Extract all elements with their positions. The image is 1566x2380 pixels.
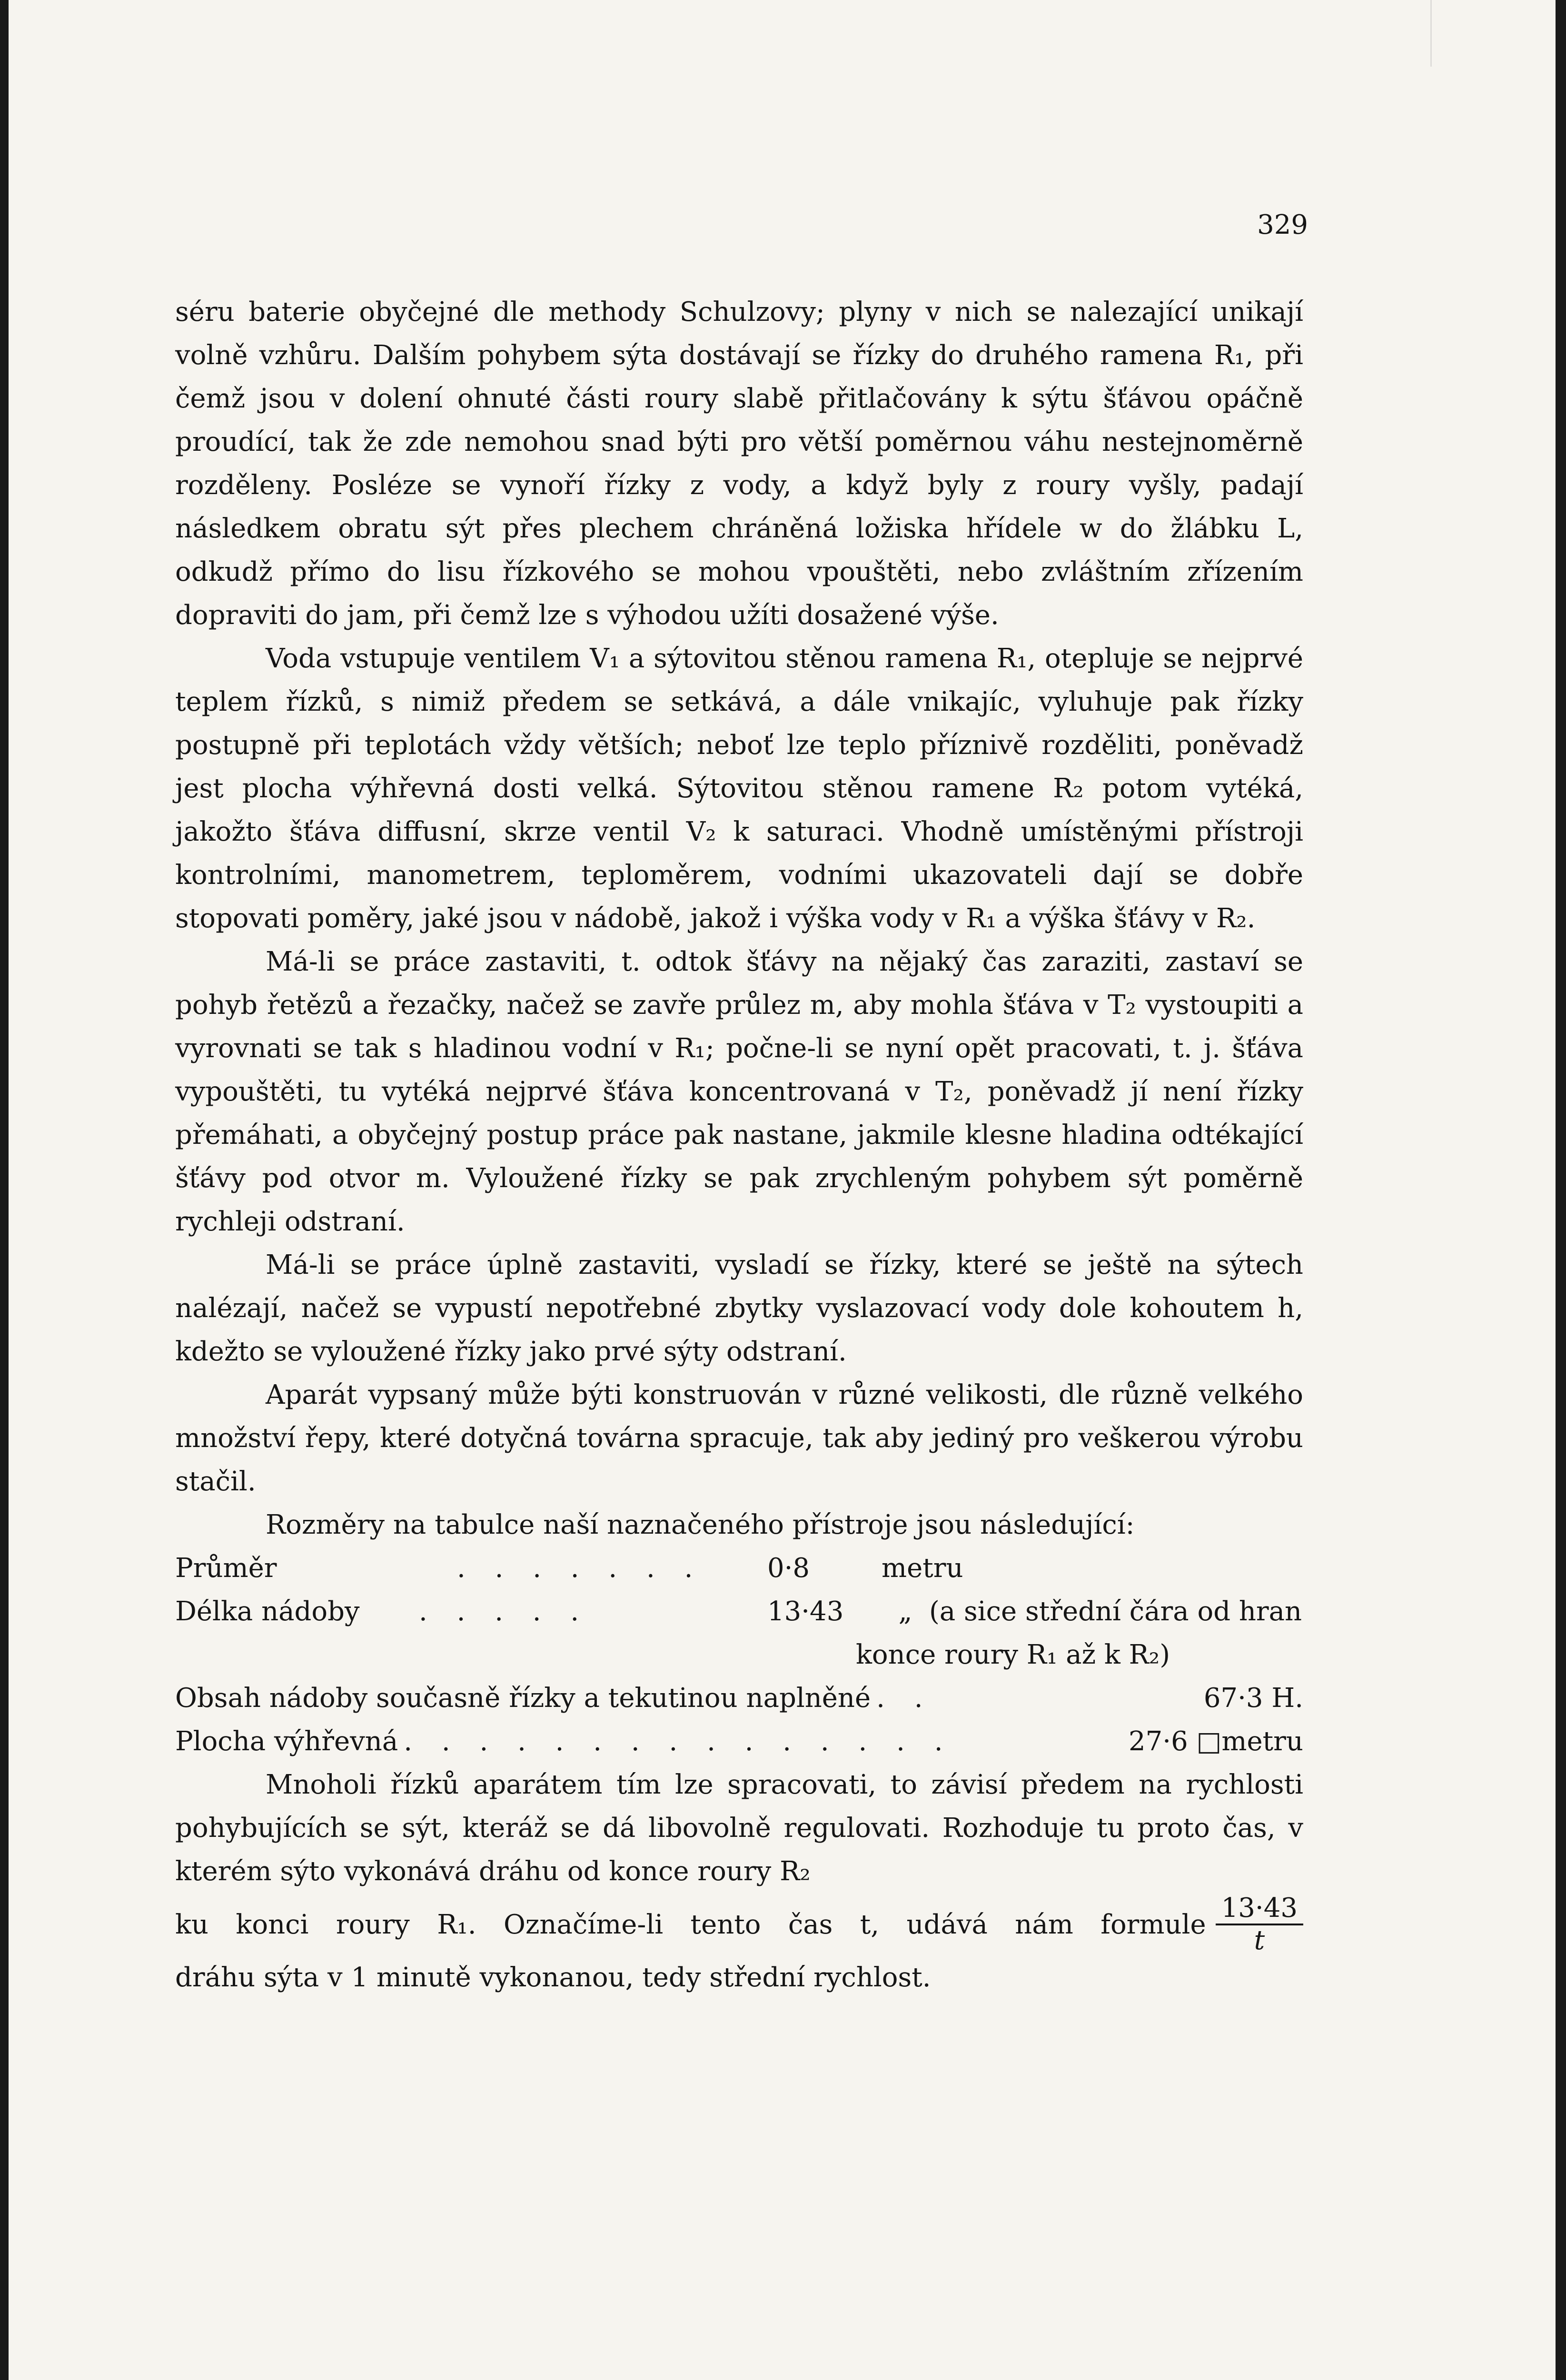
- dimension-label: Délka nádoby: [175, 1596, 360, 1627]
- formula-text: ku konci roury R₁. Označíme-li tento čas t, udává nám formule: [175, 1909, 1206, 1940]
- dimension-value: 0·8: [767, 1553, 810, 1584]
- paragraph-4: Má-li se práce úplně zastaviti, vysladí se řízky, které se ještě na sýtech nalézají, načež se vypustí nepotřebné zbytky vyslazovací vody dole kohoutem h, kdežto se vyloužené řízky jako prvé sýty odstraní.: [175, 1250, 1303, 1367]
- dimension-note-continued: konce roury R₁ až k R₂): [856, 1639, 1170, 1670]
- body-text: [175, 290, 1303, 1999]
- fraction-denominator: t: [1254, 1925, 1265, 1956]
- dimension-label: Obsah nádoby současně řízky a tekutinou naplněné: [175, 1683, 871, 1714]
- formula-line: [175, 1893, 1303, 1956]
- ditto-mark: „: [898, 1596, 912, 1627]
- dimension-row: [175, 1676, 1303, 1720]
- dimension-row: [175, 1547, 1303, 1590]
- book-page: [9, 0, 1556, 2380]
- dimension-row: [175, 1720, 1303, 1763]
- page-edge-mark: [1430, 0, 1556, 67]
- dimension-note: (a sice střední čára od hran: [929, 1596, 1302, 1627]
- paragraph-5: Aparát vypsaný může býti konstruován v různé velikosti, dle různě velkého množství řepy, které dotyčná továrna spracuje, tak aby jediný pro veškerou výrobu stačil.: [175, 1379, 1303, 1497]
- dimension-label: Plocha výhřevná: [175, 1726, 398, 1757]
- dimension-value: 67·3 H.: [1203, 1683, 1303, 1714]
- dimension-label: Průměr: [175, 1553, 277, 1584]
- paragraph-1: séru baterie obyčejné dle methody Schulzovy; plyny v nich se nalezající unikají volně vzhůru. Dalším pohybem sýta dostávají se řízky do druhého ramena R₁, při čemž jsou v dolení ohnuté části roury slabě přitlačovány k sýtu šťávou opáčně proudící, tak že zde nemohou snad býti pro větší poměrnou váhu nestejnoměrně rozděleny. Posléze se vynoří řízky z vody, a když byly z roury vyšly, padají následkem obratu sýt přes plechem chráněná ložiska hřídele w do žlábku L, odkudž přímo do lisu řízkového se mohou vpouštěti, nebo zvláštním zřízením dopraviti do jam, při čemž lze s výhodou užíti dosažené výše.: [175, 297, 1303, 631]
- dimension-unit: metru: [882, 1553, 963, 1584]
- leader-dots: . .: [876, 1683, 933, 1714]
- fraction-numerator: 13·43: [1216, 1893, 1303, 1925]
- paragraph-7: Mnoholi řízků aparátem tím lze spracovati, to závisí předem na rychlosti pohybujících se sýt, kteráž se dá libovolně regulovati. Rozhoduje tu proto čas, v kterém sýto vykonává dráhu od konce roury R₂: [175, 1769, 1303, 1887]
- formula-fraction: [1216, 1893, 1303, 1956]
- paragraph-6: Rozměry na tabulce naší naznačeného přístroje jsou následující:: [266, 1509, 1135, 1540]
- page-number: 329: [1257, 209, 1308, 240]
- leader-dots: . . . . . . .: [457, 1553, 704, 1584]
- dimension-value: 13·43: [767, 1596, 844, 1627]
- paragraph-3: Má-li se práce zastaviti, t. odtok šťávy na nějaký čas zaraziti, zastaví se pohyb řetězů a řezačky, načež se zavře průlez m, aby mohla šťáva v T₂ vystoupiti a vyrovnati se tak s hladinou vodní v R₁; počne-li se nyní opět pracovati, t. j. šťáva vypouštěti, tu vytéká nejprvé šťáva koncentrovaná v T₂, poněvadž jí není řízky přemáhati, a obyčejný postup práce pak nastane, jakmile klesne hladina odtékající šťávy pod otvor m. Vyloužené řízky se pak zrychleným pohybem sýt poměrně rychleji odstraní.: [175, 946, 1303, 1237]
- dimension-value: 27·6 □metru: [1129, 1726, 1303, 1757]
- leader-dots: . . . . .: [419, 1596, 590, 1627]
- paragraph-2: Voda vstupuje ventilem V₁ a sýtovitou stěnou ramena R₁, otepluje se nejprvé teplem řízků, s nimiž předem se setkává, a dále vnikajíc, vyluhuje pak řízky postupně při teplotách vždy větších; neboť lze teplo příznivě rozděliti, poněvadž jest plocha výhřevná dosti velká. Sýtovitou stěnou ramene R₂ potom vytéká, jakožto šťáva diffusní, skrze ventil V₂ k saturaci. Vhodně umístěnými přístroji kontrolními, manometrem, teploměrem, vodními ukazovateli dají se dobře stopovati poměry, jaké jsou v nádobě, jakož i výška vody v R₁ a výška šťávy v R₂.: [175, 643, 1303, 934]
- dimension-row: [175, 1590, 1303, 1633]
- leader-dots: . . . . . . . . . . . . . . .: [404, 1726, 953, 1757]
- last-line: dráhu sýta v 1 minutě vykonanou, tedy střední rychlost.: [175, 1962, 931, 1993]
